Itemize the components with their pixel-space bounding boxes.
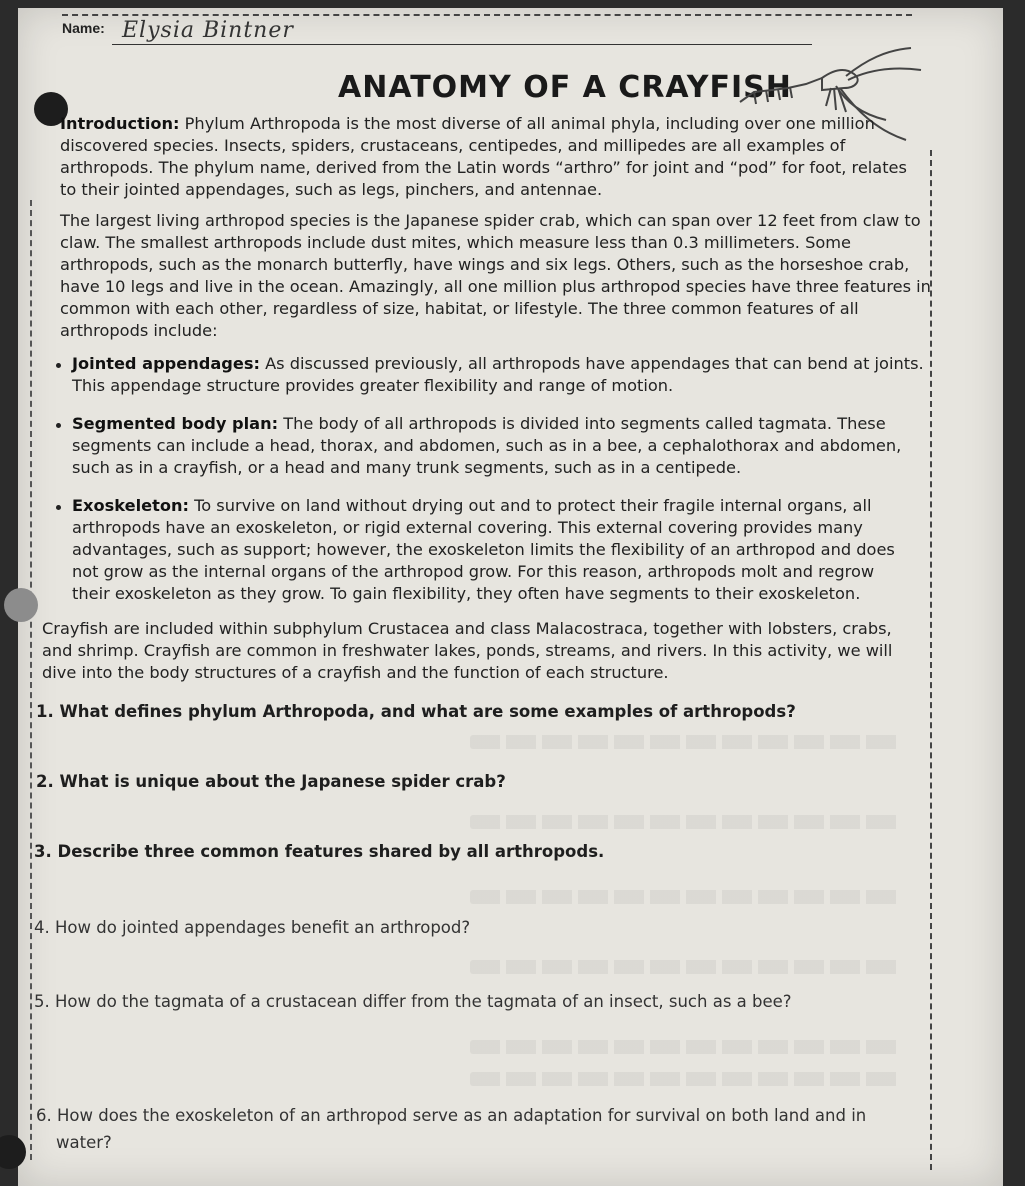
bullet-3-line-2: arthropods have an exoskeleton, or rigid external covering. This external covering provides many — [72, 518, 863, 537]
para2-line-4: have 10 legs and live in the ocean. Amazingly, all one million plus arthropod species have three features in — [60, 277, 931, 296]
name-label: Name: — [62, 20, 105, 36]
bullet-dot — [56, 505, 61, 510]
student-name: Elysia Bintner — [122, 18, 294, 43]
intro-label: Introduction: — [60, 114, 180, 133]
bullet-3-line-1 — [72, 495, 871, 517]
show-through-marks — [470, 1040, 900, 1054]
punch-hole-middle — [4, 588, 38, 622]
question-3: 3. Describe three common features shared by all arthropods. — [34, 842, 605, 861]
question-6: 6. How does the exoskeleton of an arthropod serve as an adaptation for survival on both land and in — [36, 1106, 867, 1125]
para3-line-2: and shrimp. Crayfish are common in freshwater lakes, ponds, streams, and rivers. In this activity, we will — [42, 641, 893, 660]
bullet-2-line-3: such as in a crayfish, or a head and many trunk segments, such as in a centipede. — [72, 458, 742, 477]
intro-text: Phylum Arthropoda is the most diverse of all animal phyla, including over one million — [184, 114, 875, 133]
bullet-1-line-2: This appendage structure provides greater flexibility and range of motion. — [72, 376, 674, 395]
intro-line-3: arthropods. The phylum name, derived from the Latin words “arthro” for joint and “pod” for foot, relates — [60, 158, 907, 177]
intro-line-2: discovered species. Insects, spiders, crustaceans, centipedes, and millipedes are all examples of — [60, 136, 846, 155]
name-line — [112, 44, 812, 45]
show-through-marks — [470, 1072, 900, 1086]
bullet-2-text: The body of all arthropods is divided into segments called tagmata. These — [283, 414, 886, 433]
bullet-1-line-1 — [72, 353, 924, 375]
intro-line-4: to their jointed appendages, such as legs, pinchers, and antennae. — [60, 180, 603, 199]
bullet-3-text: To survive on land without drying out and to protect their fragile internal organs, all — [194, 496, 872, 515]
bullet-1-label: Jointed appendages: — [72, 354, 260, 373]
question-4: 4. How do jointed appendages benefit an arthropod? — [34, 918, 471, 937]
bullet-2-line-2: segments can include a head, thorax, and abdomen, such as in a bee, a cephalothorax and abdomen, — [72, 436, 902, 455]
bullet-2-line-1 — [72, 413, 886, 435]
bullet-3-line-4: not grow as the internal organs of the arthropod grow. For this reason, arthropods molt and regrow — [72, 562, 875, 581]
show-through-marks — [470, 735, 900, 749]
question-1: 1. What defines phylum Arthropoda, and what are some examples of arthropods? — [36, 702, 796, 721]
show-through-marks — [470, 960, 900, 974]
show-through-marks — [470, 815, 900, 829]
intro-line-1 — [60, 113, 875, 135]
para2-line-6: arthropods include: — [60, 321, 218, 340]
para3-line-1: Crayfish are included within subphylum Crustacea and class Malacostraca, together with lobsters, crabs, — [42, 619, 892, 638]
cut-line-right — [930, 150, 932, 1170]
para2-line-2: claw. The smallest arthropods include dust mites, which measure less than 0.3 millimeters. Some — [60, 233, 851, 252]
show-through-marks — [470, 890, 900, 904]
bullet-dot — [56, 423, 61, 428]
bullet-3-line-5: their exoskeleton as they grow. To gain flexibility, they often have segments to their exoskeleton. — [72, 584, 861, 603]
para2-line-3: arthropods, such as the monarch butterfly, have wings and six legs. Others, such as the horseshoe crab, — [60, 255, 910, 274]
cut-line-top — [62, 14, 912, 16]
bullet-1-text: As discussed previously, all arthropods have appendages that can bend at joints. — [265, 354, 924, 373]
bullet-2-label: Segmented body plan: — [72, 414, 279, 433]
bullet-3-line-3: advantages, such as support; however, the exoskeleton limits the flexibility of an arthropod and does — [72, 540, 895, 559]
bullet-3-label: Exoskeleton: — [72, 496, 189, 515]
question-2: 2. What is unique about the Japanese spider crab? — [36, 772, 506, 791]
para2-line-1: The largest living arthropod species is the Japanese spider crab, which can span over 12 feet from claw to — [60, 211, 921, 230]
bullet-dot — [56, 363, 61, 368]
question-6-cont: water? — [56, 1133, 112, 1152]
para3-line-3: dive into the body structures of a crayfish and the function of each structure. — [42, 663, 669, 682]
question-5: 5. How do the tagmata of a crustacean differ from the tagmata of an insect, such as a bee? — [34, 992, 792, 1011]
cut-line-left — [30, 200, 32, 1160]
para2-line-5: common with each other, regardless of size, habitat, or lifestyle. The three common features of all — [60, 299, 859, 318]
page-title: ANATOMY OF A CRAYFISH — [338, 70, 792, 105]
